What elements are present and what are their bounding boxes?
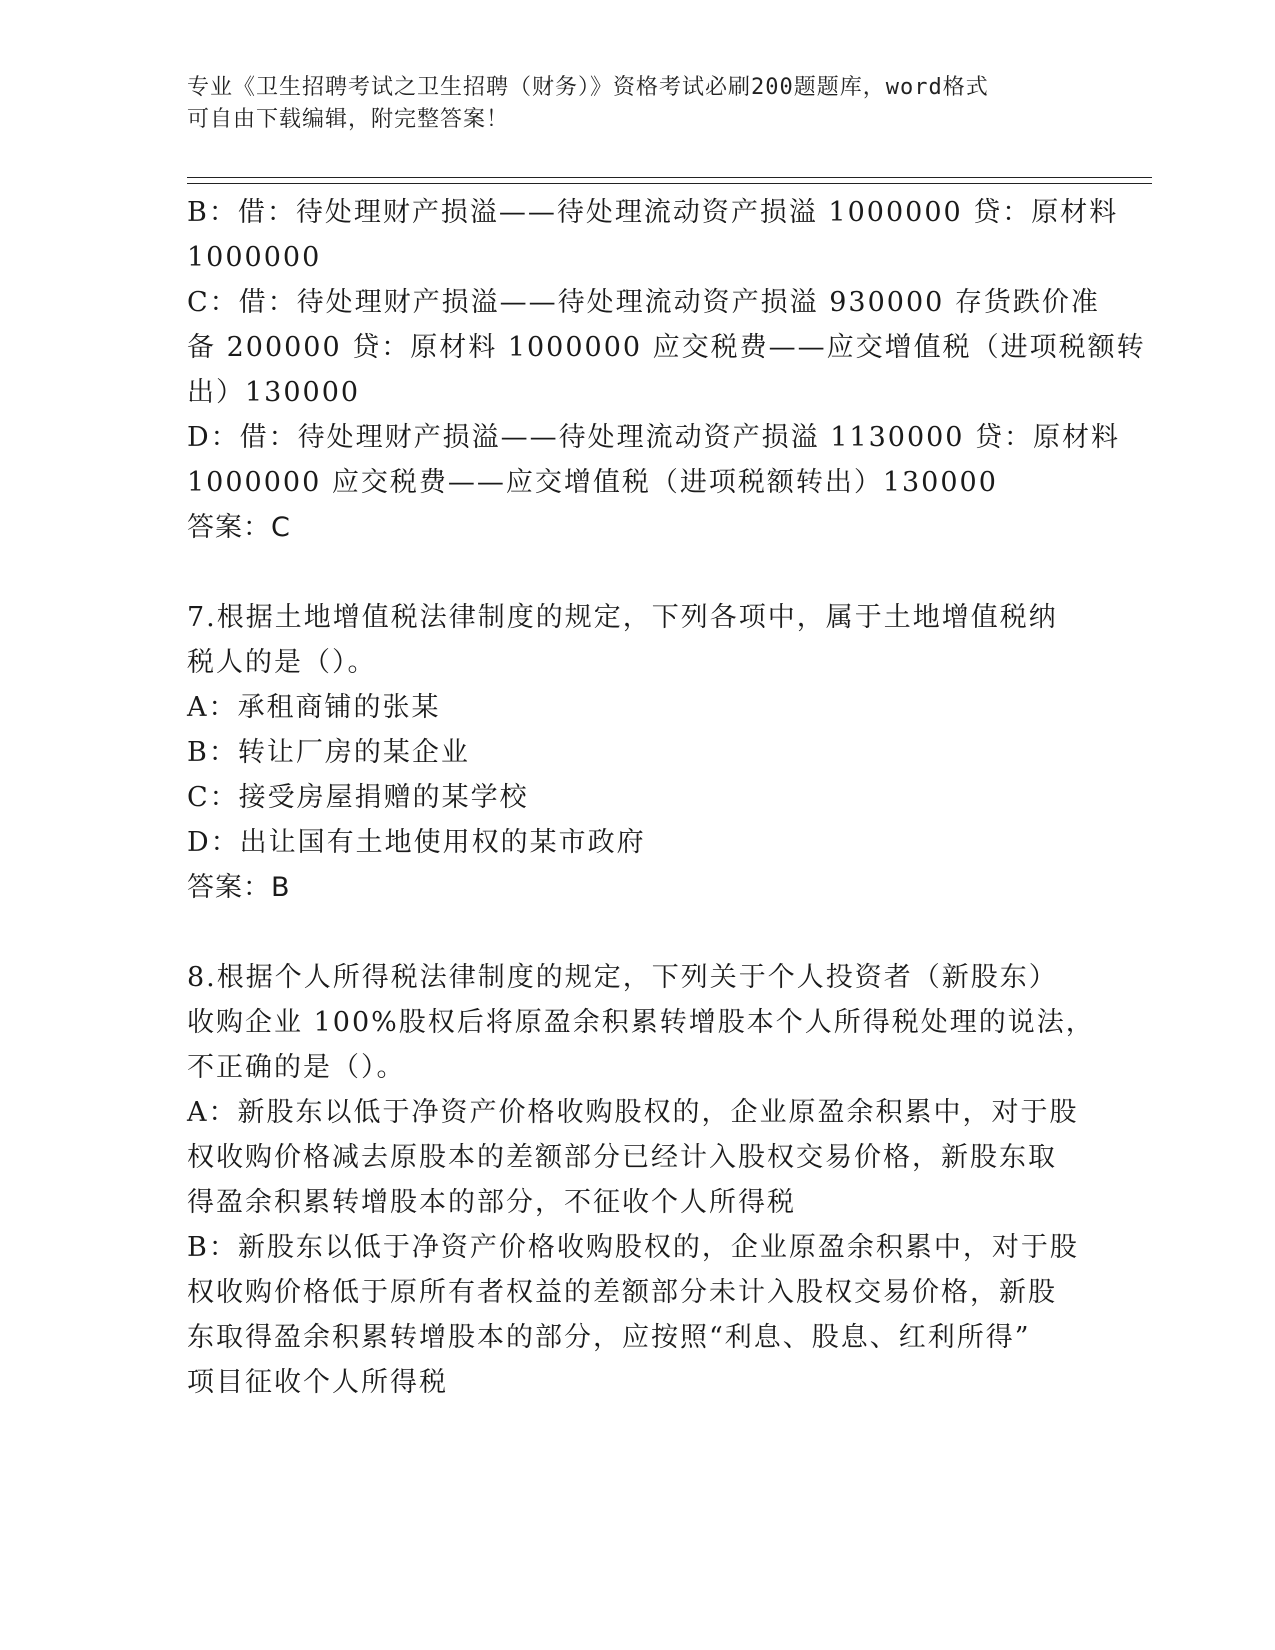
document-header	[187, 72, 1087, 136]
header-divider-bottom	[187, 183, 1152, 184]
option-text-line: 1000000 应交税费——应交增值税（进项税额转出）130000	[187, 467, 998, 498]
question-stem	[187, 955, 1095, 1090]
header-line: 可自由下载编辑，附完整答案！	[187, 107, 510, 132]
section-gap	[187, 910, 1087, 955]
option-d	[187, 415, 1121, 505]
option-b	[187, 1225, 1087, 1405]
header-line: 专业《卫生招聘考试之卫生招聘（财务）》资格考试必刷200题题库，word格式	[187, 75, 989, 100]
option-text-line: B：新股东以低于净资产价格收购股权的，企业原盈余积累中，对于股	[187, 1232, 1079, 1263]
stem-text-line: 税人的是（）。	[187, 647, 377, 678]
answer-label: 答案：C	[187, 512, 291, 543]
stem-text-line: 不正确的是（）。	[187, 1052, 406, 1083]
question-7	[187, 595, 1087, 910]
option-text-line: B：借：待处理财产损溢——待处理流动资产损溢 1000000 贷：原材料	[187, 197, 1119, 228]
document-body	[187, 190, 1146, 1405]
option-text-line: A：新股东以低于净资产价格收购股权的，企业原盈余积累中，对于股	[187, 1097, 1079, 1128]
stem-text-line: 7.根据土地增值税法律制度的规定，下列各项中，属于土地增值税纳	[187, 602, 1058, 633]
section-gap	[187, 550, 1087, 595]
option-text-line: 权收购价格减去原股本的差额部分已经计入股权交易价格，新股东取	[187, 1142, 1057, 1173]
option-d: D：出让国有土地使用权的某市政府	[187, 827, 646, 858]
option-a: A：承租商铺的张某	[187, 692, 441, 723]
option-text-line: 权收购价格低于原所有者权益的差额部分未计入股权交易价格，新股	[187, 1277, 1057, 1308]
option-a	[187, 1090, 1087, 1225]
option-c	[187, 280, 1146, 415]
stem-text-line: 收购企业 100%股权后将原盈余积累转增股本个人所得税处理的说法，	[187, 1007, 1095, 1038]
option-b	[187, 190, 1119, 280]
question-8	[187, 955, 1095, 1405]
option-text-line: 得盈余积累转增股本的部分，不征收个人所得税	[187, 1187, 796, 1218]
option-text-line: 东取得盈余积累转增股本的部分，应按照“利息、股息、红利所得”	[187, 1322, 1031, 1353]
question-6-continued	[187, 190, 1146, 550]
option-text-line: 备 200000 贷：原材料 1000000 应交税费——应交增值税（进项税额转	[187, 332, 1146, 363]
option-text-line: 1000000	[187, 242, 322, 273]
answer-label: 答案：B	[187, 872, 291, 903]
option-c: C：接受房屋捐赠的某学校	[187, 782, 529, 813]
question-stem	[187, 595, 1087, 685]
option-b: B：转让厂房的某企业	[187, 737, 470, 768]
option-text-line: 出）130000	[187, 377, 361, 408]
option-text-line: D：借：待处理财产损溢——待处理流动资产损溢 1130000 贷：原材料	[187, 422, 1121, 453]
header-divider-top	[187, 177, 1152, 178]
option-text-line: C：借：待处理财产损溢——待处理流动资产损溢 930000 存货跌价准	[187, 287, 1100, 318]
option-text-line: 项目征收个人所得税	[187, 1367, 448, 1398]
stem-text-line: 8.根据个人所得税法律制度的规定，下列关于个人投资者（新股东）	[187, 962, 1058, 993]
